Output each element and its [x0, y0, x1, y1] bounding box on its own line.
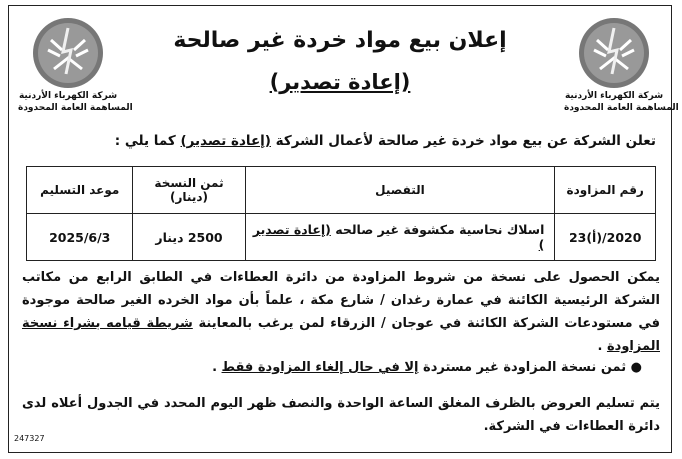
intro-text-end: كما يلي : — [114, 133, 181, 149]
logo-company-type: المساهمة العامة المحدودة — [18, 103, 133, 113]
logo-company-name: شركة الكهرباء الأردنية — [564, 91, 664, 101]
conditions-paragraph — [22, 266, 660, 358]
table-row — [27, 214, 656, 261]
header-price — [133, 167, 245, 214]
conditions-text: يمكن الحصول على نسخة من شروط المزاودة من دائرة العطاءات في الطابق الرابع من مكاتب الشركة الرئيسية الكائنة في عمارة رغدان / شارع مكة ، علماً بأن مواد الخرده الغير صالحة موجودة في مستودعات الشركة الكائنة في عوجان / الزرقاء لمن يرغب بالمعاينة — [22, 270, 661, 331]
cell-price: 2500 دينار — [133, 214, 245, 261]
submission-paragraph: يتم تسليم العروض بالظرف المغلق الساعة الواحدة والنصف ظهر اليوم المحدد في الجدول أعلاه لدى دائرة العطاءات في الشركة. — [22, 396, 660, 434]
cell-ref: 23(أ)/2020 — [555, 214, 656, 261]
announcement-subtitle: (إعادة تصدير) — [269, 70, 411, 94]
fee-note-end: . — [212, 360, 222, 375]
header-price-label: ثمن النسخة — [154, 176, 224, 190]
company-logo-right — [564, 16, 679, 114]
company-logo-left — [18, 16, 133, 114]
intro-line — [115, 133, 656, 149]
cell-date: 2025/6/3 — [27, 214, 133, 261]
table-header-row — [27, 167, 656, 214]
electricity-company-emblem-icon — [577, 16, 651, 90]
logo-company-type: المساهمة العامة المحدودة — [564, 103, 679, 113]
announcement-title: إعلان بيع مواد خردة غير صالحة — [173, 28, 507, 53]
cell-detail-text: اسلاك نحاسية مكشوفة غير صالحه — [330, 222, 545, 237]
bullet-dot-icon: ● — [626, 360, 642, 375]
header-detail: التفصيل — [245, 167, 555, 214]
fee-note-exception: إلا في حال إلغاء المزاودة فقط — [221, 360, 419, 375]
tender-table — [26, 166, 656, 261]
intro-reexport-label: (إعادة تصدير) — [180, 133, 271, 149]
conditions-end: . — [597, 339, 607, 354]
ad-code: 247327 — [14, 434, 45, 443]
logo-company-name: شركة الكهرباء الأردنية — [18, 91, 118, 101]
header-ref: رقم المزاودة — [555, 167, 656, 214]
header-price-unit: (دينار) — [170, 190, 208, 204]
electricity-company-emblem-icon — [31, 16, 105, 90]
conditions-requirement: شريطة قيامه بشراء نسخة المزاودة — [22, 316, 660, 354]
fee-note — [212, 360, 642, 375]
header-date: موعد التسليم — [27, 167, 133, 214]
cell-detail — [245, 214, 555, 261]
cell-detail-reexport: (إعادة تصدير ) — [252, 222, 545, 252]
fee-note-text: ثمن نسخة المزاودة غير مستردة — [418, 360, 627, 375]
intro-text: تعلن الشركة عن بيع مواد خردة غير صالحة لأعمال الشركة — [270, 133, 656, 149]
